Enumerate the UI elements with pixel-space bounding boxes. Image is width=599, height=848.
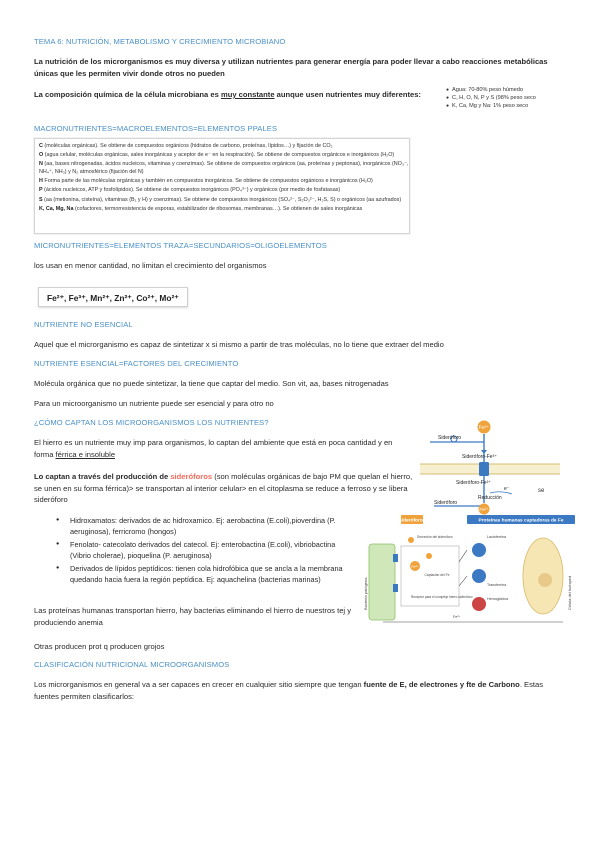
human-proteins-title: Proteínas humanas captadoras de Fe: [478, 518, 564, 524]
receptor-bottom: [393, 584, 398, 592]
macro-text: (aa (metionina, cisteína), vitaminas (B₁ y H) y coenzimas). Se obtiene de compuestos inorgánicos (SO₄²⁻, S₂O₃²⁻, H₂S, S) o orgánicos (aa azufrados): [44, 196, 402, 203]
macro-element: H: [39, 178, 43, 185]
reduced-label: Sideróforo-Fe²⁺: [456, 480, 491, 486]
micronutrient-text: los usan en menor cantidad, no limitan el crecimiento del organismos: [34, 261, 267, 270]
esencial-text: Molécula orgánica que no puede sintetizar, la tiene que captar del medio. Son vit, aa, bases nitrogenadas: [34, 379, 389, 388]
section-heading-captan: ¿CÓMO CAPTAN LOS MICROORGANISMOS LOS NUTRIENTES?: [34, 418, 269, 427]
macro-line-p: [35, 186, 409, 195]
classification-pre: Los microrganismos en general va a ser capaces en crecer en cualquier sitio siempre que tengan: [34, 680, 364, 689]
fe-complex-label: Fe³⁺: [411, 565, 419, 569]
capture-label: Captación del Fe: [424, 573, 450, 577]
exchange-arrow: [459, 550, 467, 562]
complex-label: Sideróforo-Fe³⁺: [462, 454, 497, 460]
reduction-label: Reducción: [478, 495, 502, 501]
macro-text: (cofactores, termorresistencia de esporas, estabilizador de ribosomas, membranas…). Se obtienen de sales inorgánicas: [74, 205, 363, 212]
section-heading-tema6: TEMA 6: NUTRICIÓN, METABOLISMO Y CRECIMIENTO MICROBIANO: [34, 37, 286, 46]
iron-text: El hierro es un nutriente muy imp para organismos, lo captan del ambiente que está en poca cantidad y en forma: [34, 438, 393, 459]
composition-pre: La composición química de la célula microbiana es: [34, 90, 221, 99]
macro-element: C: [39, 143, 43, 149]
iron-capture-diagram: [363, 514, 577, 626]
section-heading-esencial: NUTRIENTE ESENCIAL=FACTORES DEL CRECIMIENTO: [34, 359, 239, 368]
host-nucleus: [538, 573, 552, 587]
siderophore-post: (son moléculas orgánicas de bajo PM que quelan el hierro, se unen en su forma férrica)> se transportan al interior celular> en el citoplasma se reduce a ferroso y se libera sideróforo: [34, 472, 413, 504]
section-heading-micronutrientes: MICRONUTRIENTES=ELEMENTOS TRAZA=SECUNDARIOS=OLIGOELEMENTOS: [34, 241, 327, 250]
host-label: Célula del huésped: [567, 575, 572, 610]
composition-underlined: muy constante: [220, 90, 275, 99]
grojos-paragraph: Otras producen prot q producen grojos: [34, 642, 165, 651]
macro-line-s: [35, 196, 409, 205]
macro-line-n: [35, 160, 409, 177]
siderophore-top-label: Sideróforo: [438, 435, 462, 441]
secretion-label: Secreción del sideróforo: [417, 535, 453, 539]
classification-paragraph: [34, 679, 564, 702]
bacteria-cell: [369, 544, 395, 620]
classification-bold: fuente de E, de electrones y fte de Carbono: [363, 680, 520, 689]
receptor-label: Receptor para el complejo hierro-sideróforo: [411, 595, 473, 599]
esencial-text-2: Para un microorganismo un nutriente puede ser esencial y para otro no: [34, 399, 274, 408]
macro-text: (aa, bases nitrogenadas, ácidos nucleicos, vitaminas y coenzimas). Se obtiene de compuestos orgánicos (aa, proteínas y peptonas), inorgánicos (NO₃⁻, NH₄⁺, NH₃) y N₂ atmosférico (fijación del N): [39, 161, 409, 175]
section-heading-clasificacion: CLASIFICACIÓN NUTRICIONAL MICROORGANISMOS: [34, 660, 230, 669]
macro-element: P: [39, 187, 43, 194]
composition-side-bullets: [446, 86, 536, 110]
macro-line-kcamgna: [35, 205, 409, 214]
section-heading-macronutrientes: MACRONUTRIENTES=MACROELEMENTOS=ELEMENTOS PPALES: [34, 124, 278, 133]
side-bullet: ● K, Ca, Mg y Na: 1% peso seco: [446, 102, 536, 110]
siderophore-dot-icon: [408, 537, 414, 543]
exchange-arrow-2: [459, 576, 467, 586]
macro-text: Forma parte de las moléculas orgánicas y también en compuestos inorgánicos. Se obtiene de compuestos orgánicos e inorgánicos (H₂O): [44, 178, 373, 185]
bacteria-label: Bacteria patógena: [363, 577, 368, 610]
free-fe-icon: [426, 553, 432, 559]
transferrin-icon: [472, 569, 486, 583]
fe2-return-label: Fe²⁺: [453, 615, 461, 619]
transferrin-label: Transferrina: [487, 583, 507, 587]
hemoglobin-label: Hemoglobina: [487, 597, 509, 601]
transporter-protein: [479, 462, 489, 476]
lactoferrin-icon: [472, 543, 486, 557]
list-item: ● Derivados de lípidos peptídicos: tienen cola hidrofóbica que se ancla a la membrana quedando hacia fuera la región peptídica. Ej: aquachelina (bacterias marinas): [56, 563, 354, 586]
trailing-fragment: se: [538, 488, 545, 494]
side-bullet: ● Agua: 70-80% peso húmedo: [446, 86, 536, 94]
section-heading-no-esencial: NUTRIENTE NO ESENCIAL: [34, 320, 133, 329]
siderophore-mechanism-diagram: [420, 418, 560, 516]
list-item: ● Hidroxamatos: derivados de ac hidroxamico. Ej: aerobactina (E.coli),pioverdina (P. aeruginosa), ferricromo (hongos): [56, 515, 354, 538]
siderophores-title: Sideróforos: [398, 518, 426, 524]
macro-line-h: [35, 177, 409, 186]
siderophore-bottom-label: Sideróforo: [434, 500, 458, 506]
classification-post: . Estas fuentes permiten clasificarlos:: [34, 680, 544, 701]
composition-paragraph: [34, 89, 424, 101]
macro-element: S: [39, 196, 43, 203]
composition-post: aunque usen nutrientes muy diferentes:: [274, 90, 421, 99]
electron-arrow: [490, 492, 512, 494]
human-proteins-paragraph: Las proteínas humanas transportan hierro, hay bacterias eliminando el hierro de nuestros tej y produciendo anemia: [34, 606, 352, 627]
siderophore-types-list: [56, 515, 354, 585]
membrane-band: [420, 464, 560, 474]
electron-label: e⁻: [504, 486, 510, 492]
iron-underlined: férrica e insoluble: [55, 449, 116, 459]
intro-paragraph: La nutrición de los microrganismos es muy diversa y utilizan nutrientes para generar energía para poder llevar a cabo reacciones metabólicas únicas que les permiten vivir donde otros no pueden: [34, 57, 548, 78]
macro-line-o: [35, 151, 409, 160]
fe3-ion-label: Fe³⁺: [478, 425, 490, 431]
macro-element: O: [39, 152, 44, 159]
macro-text: (moléculas orgánicas). Se obtiene de compuestos orgánicos (hidratos de carbono, proteínas, lípidos…) y fijación de CO₂: [44, 143, 333, 149]
receptor-top: [393, 554, 398, 562]
micronutrient-ions: Fe²⁺, Fe³⁺, Mn²⁺, Zn²⁺, Co²⁺, Mo²⁺: [38, 287, 188, 307]
macro-element: N: [39, 161, 43, 168]
hemoglobin-icon: [472, 597, 486, 611]
macro-text: (ácidos nucleicos, ATP y fosfolípidos). Se obtiene de compuestos inorgánicos (PO₄³⁻) y orgánicos (por medio de fosfatasas): [44, 187, 341, 194]
lactoferrin-label: Lactoferrina: [487, 535, 506, 539]
siderophore-pre: Lo captan a través del producción de: [34, 472, 171, 481]
iron-paragraph: [34, 437, 404, 460]
siderophore-highlight: sideróforos: [170, 472, 213, 481]
side-bullet: ● C, H, O, N, P y S (98% peso seco: [446, 94, 536, 102]
fe2-ion-label: Fe²⁺: [479, 507, 489, 512]
list-item: ● Fenolato- catecolato derivados del catecol. Ej: enterobactina (E.coli), vibriobactina (Vibrio cholerae), pioquelina (P. aeruginosa): [56, 539, 354, 562]
macro-line-c: [35, 142, 409, 151]
macro-text: (agua celular, moléculas orgánicas, sales inorgánicas y aceptor de e⁻ en la respiración). Se obtiene de compuestos orgánicos e inorgánicos (H₂O): [44, 152, 395, 159]
macro-element: K, Ca, Mg, Na: [39, 205, 74, 212]
macronutrient-table-image: [34, 138, 410, 234]
siderophore-paragraph: [34, 471, 414, 506]
no-esencial-text: Aquel que el microrganismo es capaz de sintetizar x si mismo a partir de tras moléculas, no lo tiene que extraer del medio: [34, 340, 444, 349]
